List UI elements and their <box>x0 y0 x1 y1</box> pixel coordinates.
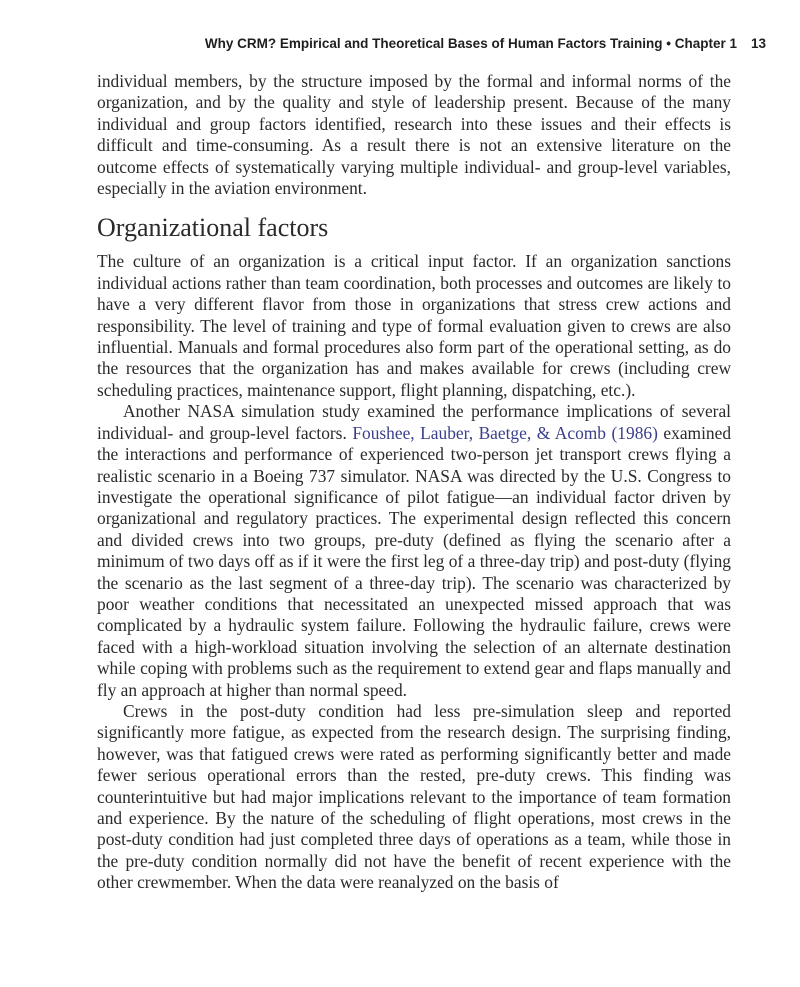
running-head-title: Why CRM? Empirical and Theoretical Bases of Human Factors Training • Chapter 1 <box>204 36 737 51</box>
running-head <box>205 36 766 51</box>
paragraph-post-duty-findings: Crews in the post-duty condition had less pre-simulation sleep and reported significantly more fatigue, as expected from the research design. The surprising finding, however, was that fatigued crews were rated as performing significantly better and made fewer serious operational errors than the rested, pre-duty crews. This finding was counterintuitive but had major implications relevant to the importance of team formation and experience. By the nature of the scheduling of flight operations, most crews in the post-duty condition had just completed three days of operations as a team, while those in the pre-duty condition normally did not have the benefit of recent experience with the other crewmember. When the data were reanalyzed on the basis of <box>97 700 731 893</box>
page-number: 13 <box>750 36 766 51</box>
paragraph-continued: individual members, by the structure imposed by the formal and informal norms of the organization, and by the quality and style of leadership present. Because of the many individual and group factors identified, research into these issues and their effects is difficult and time-consuming. As a result there is not an extensive literature on the outcome effects of systematically varying multiple individual- and group-level variables, especially in the aviation environment. <box>97 71 731 199</box>
paragraph-nasa-study-intro: Another NASA simulation study examined the performance implications of several individual- and group-level factors. <box>97 401 731 443</box>
section-heading: Organizational factors <box>97 213 329 243</box>
paragraph-nasa-study-body: examined the interactions and performance of experienced two-person jet transport crews flying a realistic scenario in a Boeing 737 simulator. NASA was directed by the U.S. Congress to investigate the operational significance of pilot fatigue—an individual factor driven by organizational and regulatory practices. The experimental design reflected this concern and divided crews into two groups, pre-duty (defined as flying the scenario after a minimum of two days off as if it were the first leg of a three-day trip) and post-duty (flying the scenario as the last segment of a three-day trip). The scenario was characterized by poor weather conditions that necessitated an unexpected missed approach that was complicated by a hydraulic system failure. Following the hydraulic failure, crews were faced with a high-workload situation involving the selection of an alternate destination while coping with problems such as the requirement to extend gear and flaps manually and fly an approach at higher than normal speed. <box>97 422 732 700</box>
paragraph-organizational-culture: The culture of an organization is a critical input factor. If an organization sanctions individual actions rather than team coordination, both processes and outcomes are likely to have a very different flavor from those in organizations that stress crew actions and responsibility. The level of training and type of formal evaluation given to crews are also influential. Manuals and formal procedures also form part of the operational setting, as do the resources that the organization has and makes available for crews (including crew scheduling practices, maintenance support, flight planning, dispatching, etc.). <box>97 251 731 400</box>
paragraph-nasa-study <box>97 401 731 701</box>
citation-link[interactable]: Foushee, Lauber, Baetge, & Acomb (1986) <box>352 422 658 443</box>
body-text <box>97 71 731 894</box>
